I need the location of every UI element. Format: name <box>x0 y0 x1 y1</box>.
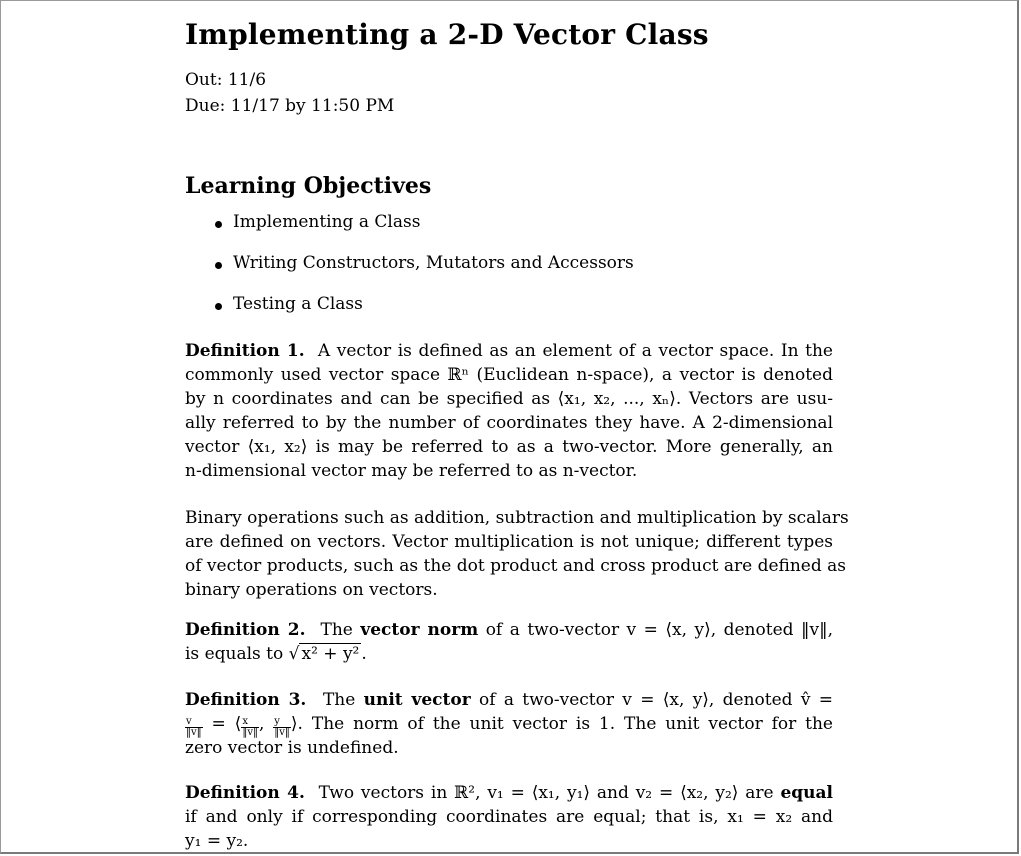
text-line: Binary operations such as addition, subtraction and multiplication by scalars <box>185 508 849 528</box>
objectives-heading: Learning Objectives <box>185 173 432 199</box>
fraction: $\frac{v}{‖v‖}$ <box>186 716 202 738</box>
text-line: vector ⟨x₁, x₂⟩ is may be referred to as a two-vector. More generally, an <box>185 437 833 457</box>
text-line: commonly used vector space ℝⁿ (Euclidean n-space), a vector is denoted <box>185 365 833 385</box>
fraction: $\frac{y}{‖v‖}$ <box>274 716 290 738</box>
out-date: Out: 11/6 <box>185 70 267 90</box>
term-vector-norm: vector norm <box>360 620 479 640</box>
definition-label: Definition 3. <box>185 690 307 710</box>
list-item: Testing a Class <box>185 294 634 335</box>
objectives-list <box>185 212 634 335</box>
definition-1 <box>185 339 833 483</box>
definition-4: Definition 4. Two vectors in ℝ², v₁ = ⟨x₁, y₁⟩ and v₂ = ⟨x₂, y₂⟩ are equal if and only if corresponding coordinates are equal; that is, x₁ = x₂ and y₁ = y₂. <box>185 783 833 851</box>
text-line: zero vector is undefined. <box>185 738 399 758</box>
definition-label: Definition 4. <box>185 783 305 803</box>
sqrt-expression: x² + y² <box>301 644 360 664</box>
term-equal: equal <box>780 783 833 803</box>
text-line: by n coordinates and can be specified as ⟨x₁, x₂, ..., xₙ⟩. Vectors are usu- <box>185 389 833 409</box>
text-line: ally referred to by the number of coordinates they have. A 2-dimensional <box>185 413 833 433</box>
text-line: are defined on vectors. Vector multiplication is not unique; different types <box>185 532 833 552</box>
text-line: if and only if corresponding coordinates are equal; that is, x₁ = x₂ and <box>185 807 833 827</box>
definition-2: Definition 2. The vector norm of a two-vector v = ⟨x, y⟩, denoted ‖v‖, is equals to √ x² + y² . <box>185 620 834 664</box>
term-unit-vector: unit vector <box>363 690 471 710</box>
text-line: of vector products, such as the dot product and cross product are defined as <box>185 556 847 576</box>
fraction: $\frac{x}{‖v‖}$ <box>242 716 258 738</box>
due-date: Due: 11/17 by 11:50 PM <box>185 96 395 116</box>
binary-operations-paragraph <box>185 506 849 602</box>
text-line: y₁ = y₂. <box>185 831 249 851</box>
definition-3: Definition 3. The unit vector of a two-vector v = ⟨x, y⟩, denoted v̂ = $\frac{v}{‖v‖}$ = ⟨ $\frac{x}{‖v‖}$ , $\frac{y}{‖v‖}$ ⟩. The norm of the unit vector is 1. The unit vector for the zero vector is undefined. <box>185 690 834 758</box>
definition-label: Definition 2. <box>185 620 306 640</box>
document-title: Implementing a 2-D Vector Class <box>185 18 709 51</box>
list-item: Writing Constructors, Mutators and Accessors <box>185 253 634 294</box>
definition-label: Definition 1. <box>185 341 305 361</box>
text-line: A vector is defined as an element of a vector space. In the <box>317 341 833 361</box>
text-line: n-dimensional vector may be referred to as n-vector. <box>185 461 638 481</box>
text-line: binary operations on vectors. <box>185 580 438 600</box>
list-item: Implementing a Class <box>185 212 634 253</box>
